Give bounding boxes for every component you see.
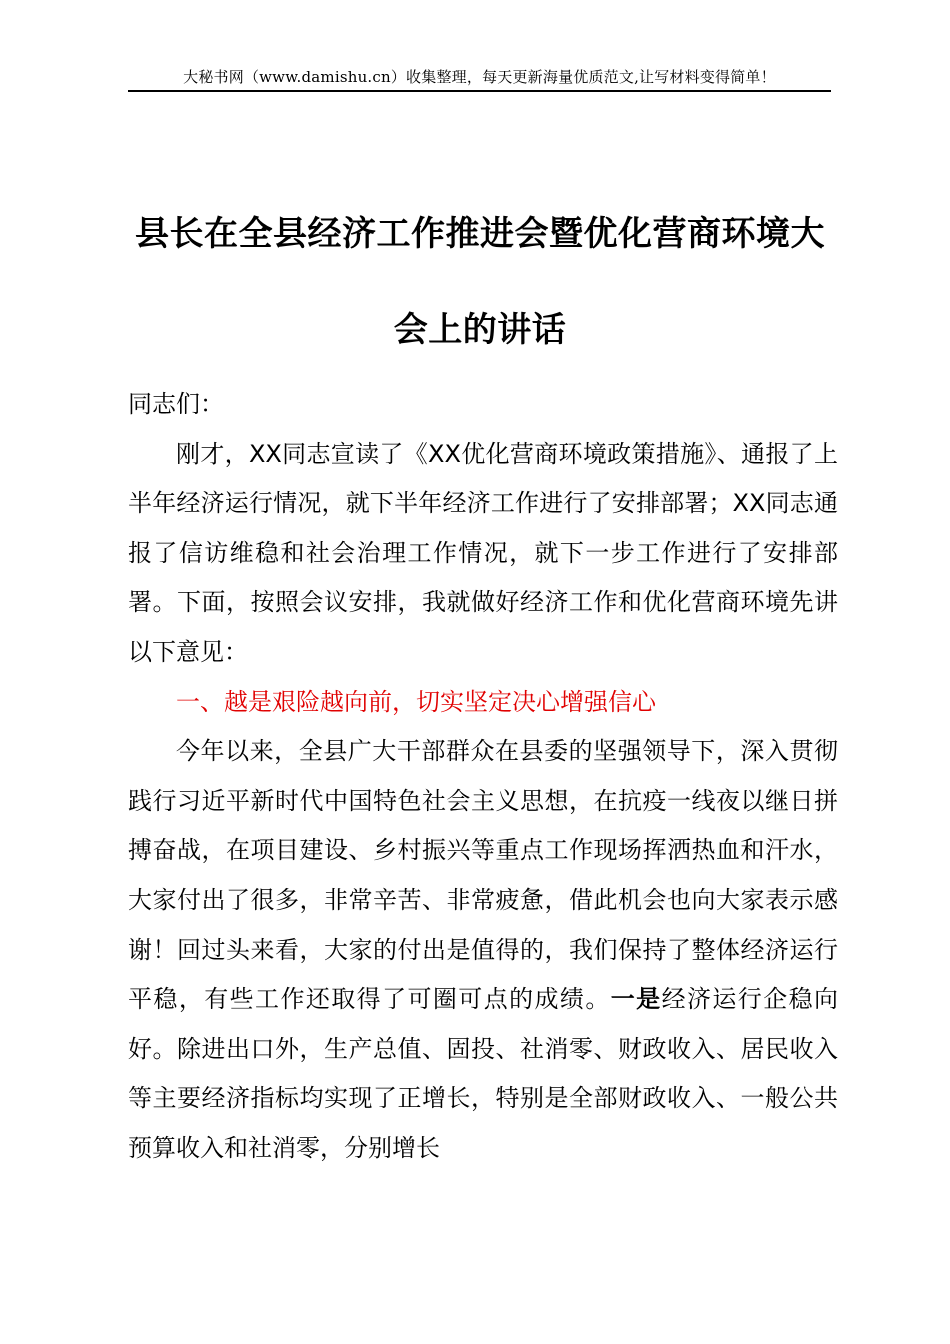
title-line-1: 县长在全县经济工作推进会暨优化营商环境大 [135,214,825,254]
section-heading-1: 一、越是艰险越向前，切实坚定决心增强信心 [176,687,656,716]
title-line-2: 会上的讲话 [393,310,567,350]
section-1-text-b: 经济运行企稳向好。除进出口外，生产总值、固投、社消零、财政收入、居民收入等主要经济指标均实现了正增长，特别是全部财政收入、一般公共预算收入和社消零，分别增长 [128,985,839,1162]
page-header: 大秘书网（www.damishu.cn）收集整理，每天更新海量优质范文,让写材料变得简单！ [128,64,831,92]
section-1-bold-lead: 一是 [610,985,662,1014]
section-1-paragraph [128,727,838,1173]
salutation: 同志们： [128,390,224,418]
intro-paragraph: 刚才，XX同志宣读了《XX优化营商环境政策措施》、通报了上半年经济运行情况，就下半年经济工作进行了安排部署；XX同志通报了信访维稳和社会治理工作情况，就下一步工作进行了安排部署。下面，按照会议安排，我就做好经济工作和优化营商环境先讲以下意见： [128,439,838,666]
document-title [110,186,850,378]
document-body [128,380,838,1174]
section-1-text-a: 今年以来，全县广大干部群众在县委的坚强领导下，深入贯彻践行习近平新时代中国特色社会主义思想，在抗疫一线夜以继日拼搏奋战，在项目建设、乡村振兴等重点工作现场挥洒热血和汗水，大家付出了很多，非常辛苦、非常疲惫，借此机会也向大家表示感谢！回过头来看，大家的付出是值得的，我们保持了整体经济运行平稳，有些工作还取得了可圈可点的成绩。 [128,737,838,1014]
